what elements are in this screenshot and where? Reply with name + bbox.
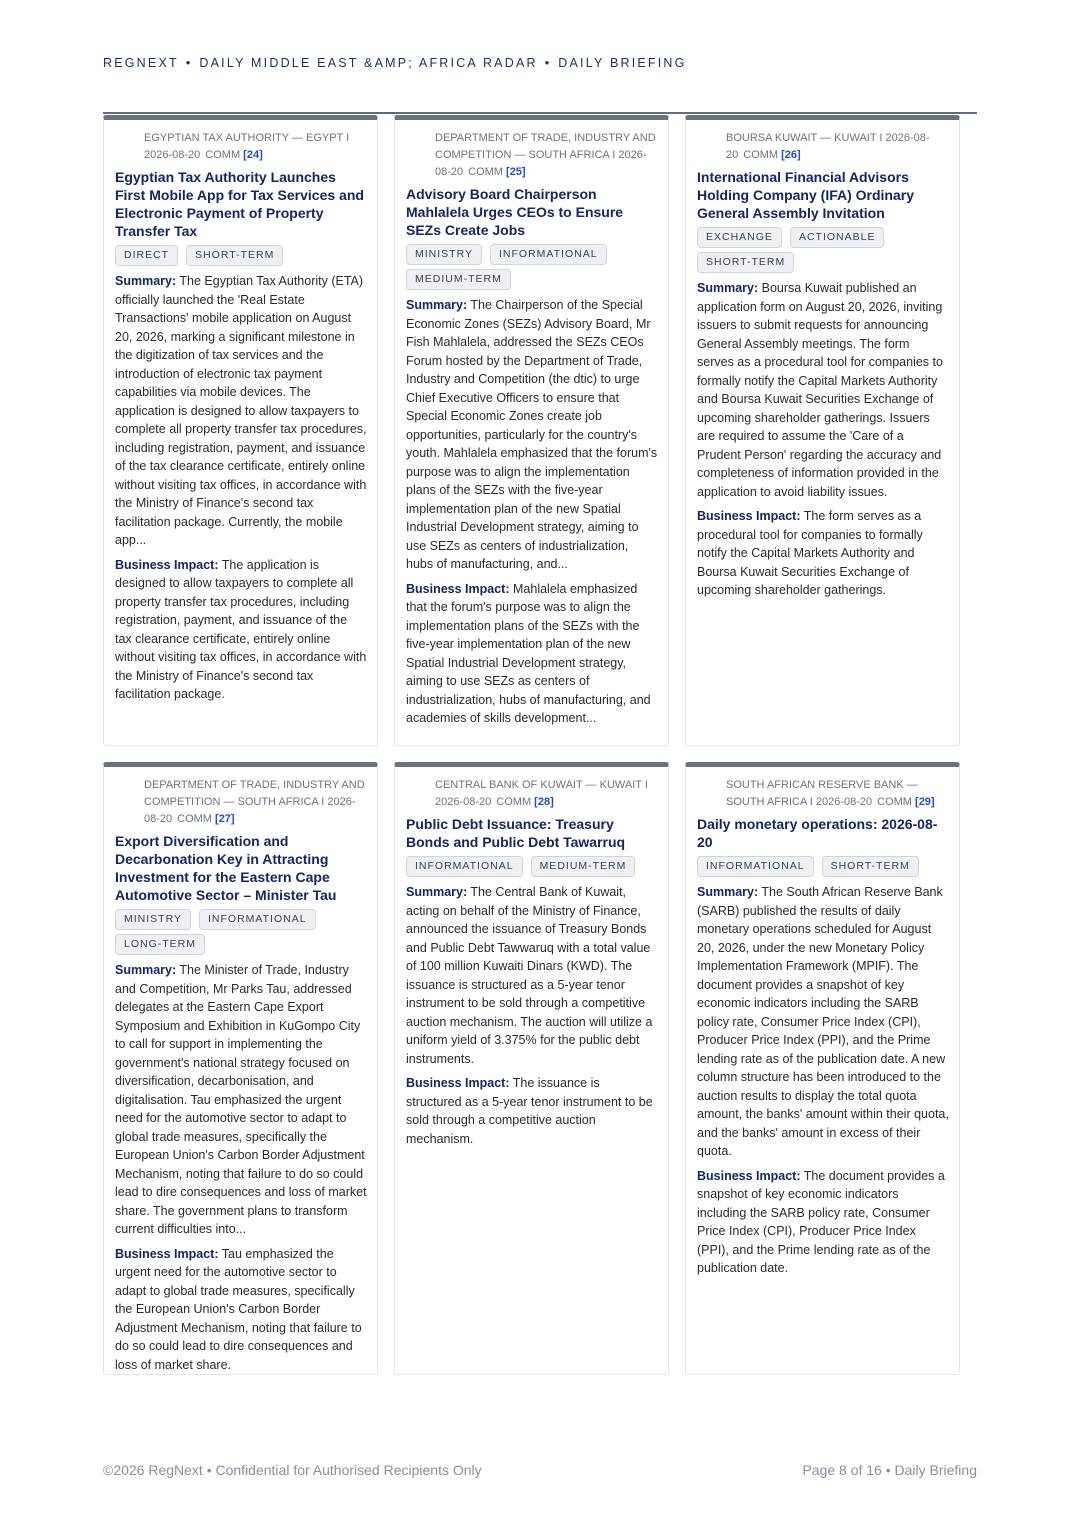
tag-badge: LONG-TERM (115, 934, 205, 955)
card-reference-link[interactable]: [28] (534, 796, 554, 808)
header-separator: • (185, 56, 193, 70)
card-title: Public Debt Issuance: Treasury Bonds and Public Debt Tawarruq (406, 816, 626, 850)
summary-text: The South African Reserve Bank (SARB) published the results of daily monetary operations scheduled for August 20, 2026, under the new Monetary Policy Implementation Framework (MPIF). The document provides a snapshot of key economic indicators including the SARB policy rate, Consumer Price Index (CPI), Producer Price Index (PPI), and the Prime lending rate as of the publication date. A new column structure has been introduced to the auction results to display the total quota amount, the banks' amount within their quota, and the banks' amount in excess of their quota. (697, 885, 949, 1158)
card-date: 2026-08-20 (144, 149, 201, 161)
card-tags (115, 245, 367, 266)
card-date: 2026-08-20 (726, 132, 930, 161)
card-business-impact (697, 507, 949, 600)
briefing-header (103, 56, 687, 70)
summary-text: The Chairperson of the Special Economic Zones (SEZs) Advisory Board, Mr Fish Mahlalela, addressed the SEZs CEOs Forum hosted by the Department of Trade, Industry and Competition (the dtic) to urge Chief Executive Officers to ensure that Special Economic Zones create job opportunities, particularly for the country's youth. Mahlalela emphasized that the forum's purpose was to align the implementation plans of the SEZs with the five-year implementation plan of the new Spatial Industrial Development strategy, aiming to use SEZs as centers of industrialization, hubs of manufacturing, and... (406, 298, 658, 571)
card-comm-label: COMM (177, 813, 212, 825)
tag-badge: MEDIUM-TERM (531, 856, 636, 877)
tag-badge: SHORT-TERM (186, 245, 283, 266)
card-source-meta (406, 777, 658, 811)
card-source-meta (697, 777, 949, 811)
impact-text: The document provides a snapshot of key economic indicators including the SARB policy rate, Consumer Price Index (CPI), Producer Price Index (PPI), and the Prime lending rate as of the publication date. (697, 1168, 945, 1275)
tag-badge: EXCHANGE (697, 227, 782, 248)
summary-label: Summary: (697, 885, 759, 899)
summary-label: Summary: (406, 885, 468, 899)
card-tags (697, 856, 949, 877)
news-card (103, 762, 378, 1375)
card-source-meta (115, 777, 367, 828)
card-comm-label: COMM (496, 796, 532, 808)
impact-text: The issuance is structured as a 5-year tenor instrument to be sold through a competitive auction mechanism. (406, 1076, 653, 1146)
tag-badge: INFORMATIONAL (490, 244, 607, 265)
impact-label: Business Impact: (115, 557, 219, 572)
card-source: EGYPTIAN TAX AUTHORITY — EGYPT I (144, 132, 350, 144)
card-tags (406, 244, 658, 290)
card-reference-link[interactable]: [27] (215, 813, 235, 825)
tag-badge: SHORT-TERM (822, 856, 919, 877)
card-source: SOUTH AFRICAN RESERVE BANK — SOUTH AFRICA I (726, 779, 918, 808)
news-card-grid (103, 115, 959, 1375)
card-source: BOURSA KUWAIT — KUWAIT I (726, 132, 883, 144)
summary-text: The Minister of Trade, Industry and Competition, Mr Parks Tau, addressed delegates at the Eastern Cape Export Symposium and Exhibition in KuGompo City to call for support in implementing the government's national strategy focused on diversification, decarbonisation, and digitalisation. Tau emphasized the urgent need for the automotive sector to adapt to global trade measures, specifically the European Union's Carbon Border Adjustment Mechanism, noting that failure to do so could lead to dire consequences and loss of market share. The government plans to transform current difficulties into... (115, 963, 367, 1236)
card-business-impact (115, 556, 367, 704)
card-title: International Financial Advisors Holding Company (IFA) Ordinary General Assembly Invitation (697, 169, 915, 221)
card-summary (406, 883, 658, 1068)
card-source: CENTRAL BANK OF KUWAIT — KUWAIT I (435, 779, 648, 791)
impact-label: Business Impact: (406, 581, 510, 596)
header-divider (103, 112, 977, 114)
card-reference-link[interactable]: [24] (243, 149, 263, 161)
card-comm-label: COMM (743, 149, 779, 161)
tag-badge: MINISTRY (406, 244, 482, 265)
footer-page-number: Page 8 of 16 • Daily Briefing (802, 1462, 977, 1478)
card-summary (697, 883, 949, 1161)
card-title: Egyptian Tax Authority Launches First Mobile App for Tax Services and Electronic Payment of Property Transfer Tax (115, 169, 364, 239)
card-business-impact (406, 580, 658, 728)
card-comm-label: COMM (468, 166, 503, 178)
impact-text: Tau emphasized the urgent need for the automotive sector to adapt to global trade measures, specifically the European Union's Carbon Border Adjustment Mechanism, noting that failure to do so could lead to dire consequences and loss of market share. (115, 1246, 362, 1372)
card-title: Export Diversification and Decarbonation Key in Attracting Investment for the Eastern Cape Automotive Sector – Minister Tau (115, 833, 337, 903)
card-source: DEPARTMENT OF TRADE, INDUSTRY AND COMPETITION — SOUTH AFRICA I (435, 132, 656, 161)
impact-label: Business Impact: (406, 1076, 510, 1090)
card-tags (115, 909, 367, 955)
card-reference-link[interactable]: [29] (915, 796, 935, 808)
news-card (394, 762, 669, 1375)
card-source-meta (115, 130, 367, 164)
tag-badge: INFORMATIONAL (406, 856, 523, 877)
summary-label: Summary: (115, 963, 177, 977)
card-summary (115, 961, 367, 1239)
footer-confidentiality: ©2026 RegNext • Confidential for Authorised Recipients Only (103, 1462, 482, 1478)
news-card (685, 115, 960, 746)
tag-badge: ACTIONABLE (790, 227, 885, 248)
summary-label: Summary: (697, 281, 759, 295)
impact-label: Business Impact: (115, 1246, 219, 1261)
header-separator: • (544, 56, 552, 70)
card-business-impact (115, 1245, 367, 1375)
card-source-meta (697, 130, 949, 164)
card-date: 2026-08-20 (815, 796, 873, 808)
card-source-meta (406, 130, 658, 181)
tag-badge: SHORT-TERM (697, 252, 794, 273)
card-source: DEPARTMENT OF TRADE, INDUSTRY AND COMPETITION — SOUTH AFRICA I (144, 779, 365, 808)
impact-label: Business Impact: (697, 509, 801, 523)
tag-badge: MINISTRY (115, 909, 191, 930)
card-date: 2026-08-20 (144, 796, 356, 825)
summary-text: The Egyptian Tax Authority (ETA) officially launched the 'Real Estate Transactions' mobile application on August 20, 2026, marking a significant milestone in the digitization of tax services and the introduction of electronic tax payment capabilities via mobile devices. The application is designed to allow taxpayers to complete all property transfer tax procedures, including registration, payment, and issuance of the tax clearance certificate, entirely online without visiting tax offices, in accordance with the Ministry of Finance's second tax facilitation package. Currently, the mobile app... (115, 274, 367, 547)
tag-badge: MEDIUM-TERM (406, 269, 511, 290)
impact-text: The application is designed to allow taxpayers to complete all property transfer tax procedures, including registration, payment, and issuance of the tax clearance certificate, entirely online without visiting tax offices, in accordance with the Ministry of Finance's second tax facilitation package. (115, 557, 367, 701)
card-business-impact (406, 1074, 658, 1148)
card-summary (697, 279, 949, 501)
header-section: DAILY MIDDLE EAST &AMP; AFRICA RADAR (199, 56, 538, 70)
card-reference-link[interactable]: [25] (506, 166, 526, 178)
card-date: 2026-08-20 (435, 149, 647, 178)
card-tags (406, 856, 658, 877)
card-title: Daily monetary operations: 2026-08-20 (697, 816, 938, 850)
news-card (103, 115, 378, 746)
news-card (685, 762, 960, 1375)
card-comm-label: COMM (877, 796, 912, 808)
impact-label: Business Impact: (697, 1168, 801, 1183)
card-business-impact (697, 1167, 949, 1278)
impact-text: The form serves as a procedural tool for companies to formally notify the Capital Markets Authority and Boursa Kuwait Securities Exchange of upcoming shareholder gatherings. (697, 509, 923, 597)
card-summary (406, 296, 658, 574)
card-date: 2026-08-20 (435, 796, 492, 808)
news-card (394, 115, 669, 746)
card-reference-link[interactable]: [26] (781, 149, 801, 161)
header-brand: REGNEXT (103, 56, 179, 70)
tag-badge: DIRECT (115, 245, 178, 266)
tag-badge: INFORMATIONAL (697, 856, 814, 877)
card-comm-label: COMM (205, 149, 241, 161)
card-summary (115, 272, 367, 550)
impact-text: Mahlalela emphasized that the forum's purpose was to align the implementation plans of the SEZs with the five-year implementation plan of the new Spatial Industrial Development strategy, aiming to use SEZs as centers of industrialization, hubs of manufacturing, and academies of skills development... (406, 581, 651, 725)
card-tags (697, 227, 949, 273)
summary-label: Summary: (115, 274, 177, 288)
tag-badge: INFORMATIONAL (199, 909, 316, 930)
summary-text: Boursa Kuwait published an application form on August 20, 2026, inviting issuers to submit requests for announcing General Assembly meetings. The form serves as a procedural tool for companies to formally notify the Capital Markets Authority and Boursa Kuwait Securities Exchange of upcoming shareholder gatherings. Issuers are required to assume the 'Care of a Prudent Person' regarding the accuracy and completeness of information provided in the application to avoid liability issues. (697, 281, 943, 499)
header-doc-type: DAILY BRIEFING (558, 56, 687, 70)
card-title: Advisory Board Chairperson Mahlalela Urges CEOs to Ensure SEZs Create Jobs (406, 186, 624, 238)
summary-text: The Central Bank of Kuwait, acting on behalf of the Ministry of Finance, announced the issuance of Treasury Bonds and Public Debt Tawwaruq with a total value of 100 million Kuwaiti Dinars (KWD). The issuance is structured as a 5-year tenor instrument to be sold through a competitive auction mechanism. The auction will utilize a uniform yield of 3.375% for the public debt instruments. (406, 885, 653, 1066)
summary-label: Summary: (406, 298, 468, 312)
